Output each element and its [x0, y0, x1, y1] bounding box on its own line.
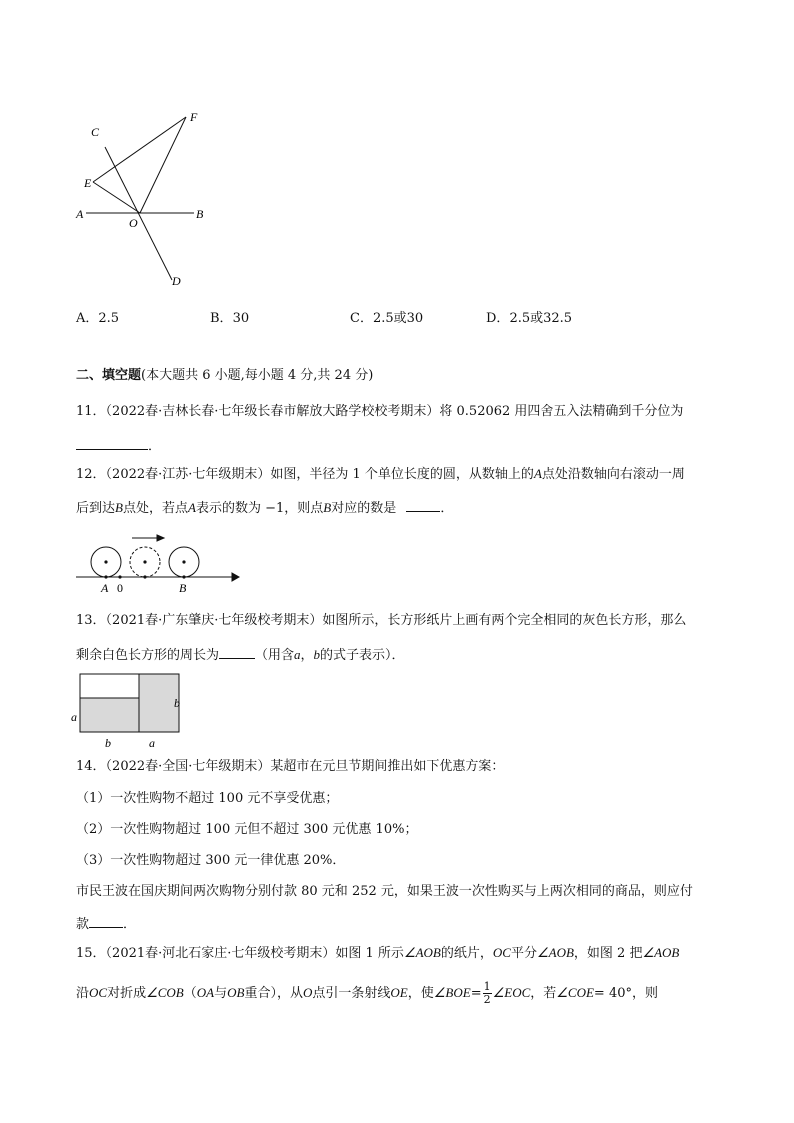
- q14-item1: （1）一次性购物不超过 100 元不享受优惠；: [76, 791, 339, 806]
- q15-line2: 沿OC对折成∠COB（OA与OB重合），从O点引一条射线OE，使∠BOE= $\frac{1}{2}$ ∠EOC，若∠COE= 40°，则: [76, 980, 658, 1006]
- q14-line5: 市民王波在国庆期间两次购物分别付款 80 元和 252 元，如果王波一次性购买与上两次相同的商品，则应付: [76, 884, 693, 899]
- label-B: B: [196, 207, 204, 221]
- section-title: 二、填空题: [76, 368, 142, 383]
- fig12-label-B: B: [179, 581, 187, 595]
- angle-figure: [70, 105, 220, 290]
- q15-line1: 15．（2021春·河北石家庄·七年级校考期末）如图 1 所示∠AOB的纸片，OC平分∠AOB，如图 2 把∠AOB: [76, 945, 680, 961]
- label-C: C: [91, 125, 100, 139]
- fig12-label-0: 0: [117, 581, 123, 595]
- fig13-label-a-left: a: [71, 710, 77, 724]
- label-A: A: [76, 207, 84, 221]
- label-F: F: [190, 110, 198, 124]
- q13-answer-blank[interactable]: [219, 645, 255, 659]
- q14-line1: 14．（2022春·全国·七年级期末）某超市在元旦节期间推出如下优惠方案：: [76, 759, 505, 774]
- option-c[interactable]: C．2.5或30: [350, 311, 424, 326]
- rectangle-figure: [68, 670, 188, 752]
- q11-line2: ．: [76, 436, 161, 456]
- fig13-label-b-right: b: [174, 696, 180, 710]
- q12-line2: 后到达B点处，若点A表示的数为 −1，则点B对应的数是 ．: [76, 500, 454, 516]
- q14-line6: 款 ．: [76, 914, 136, 934]
- option-d[interactable]: D．2.5或32.5: [486, 311, 573, 326]
- q14-answer-blank[interactable]: [89, 914, 123, 928]
- label-O: O: [129, 216, 138, 230]
- q14-item2: （2）一次性购物超过 100 元但不超过 300 元优惠 10%；: [76, 822, 418, 837]
- q12-line1: 12．（2022春·江苏·七年级期末）如图，半径为 1 个单位长度的圆，从数轴上的A点处沿数轴向右滚动一周: [76, 466, 685, 482]
- q11-answer-blank[interactable]: [76, 436, 148, 450]
- label-D: D: [172, 274, 181, 288]
- fig13-label-b-bottom: b: [105, 736, 111, 750]
- q12-answer-blank[interactable]: [406, 498, 440, 512]
- label-E: E: [84, 176, 92, 190]
- q11-line1: 11．（2022春·吉林长春·七年级长春市解放大路学校校考期末）将 0.52062 用四舍五入法精确到千分位为: [76, 404, 684, 419]
- section-note: (本大题共 6 小题,每小题 4 分,共 24 分): [141, 368, 374, 383]
- q13-line2: 剩余白色长方形的周长为 （用含a，b的式子表示）．: [76, 647, 405, 663]
- fig12-label-A: A: [101, 581, 109, 595]
- option-b[interactable]: B．30: [210, 311, 250, 326]
- section-heading: [76, 367, 373, 385]
- q14-item3: （3）一次性购物超过 300 元一律优惠 20%．: [76, 853, 346, 868]
- q13-line1: 13．（2021春·广东肇庆·七年级校考期末）如图所示，长方形纸片上画有两个完全相同的灰色长方形，那么: [76, 613, 687, 628]
- fig13-label-a-bottom: a: [149, 736, 155, 750]
- fraction-one-half: $\frac{1}{2}$: [483, 980, 491, 1006]
- option-a[interactable]: A．2.5: [76, 311, 120, 326]
- number-line-figure: [72, 530, 242, 600]
